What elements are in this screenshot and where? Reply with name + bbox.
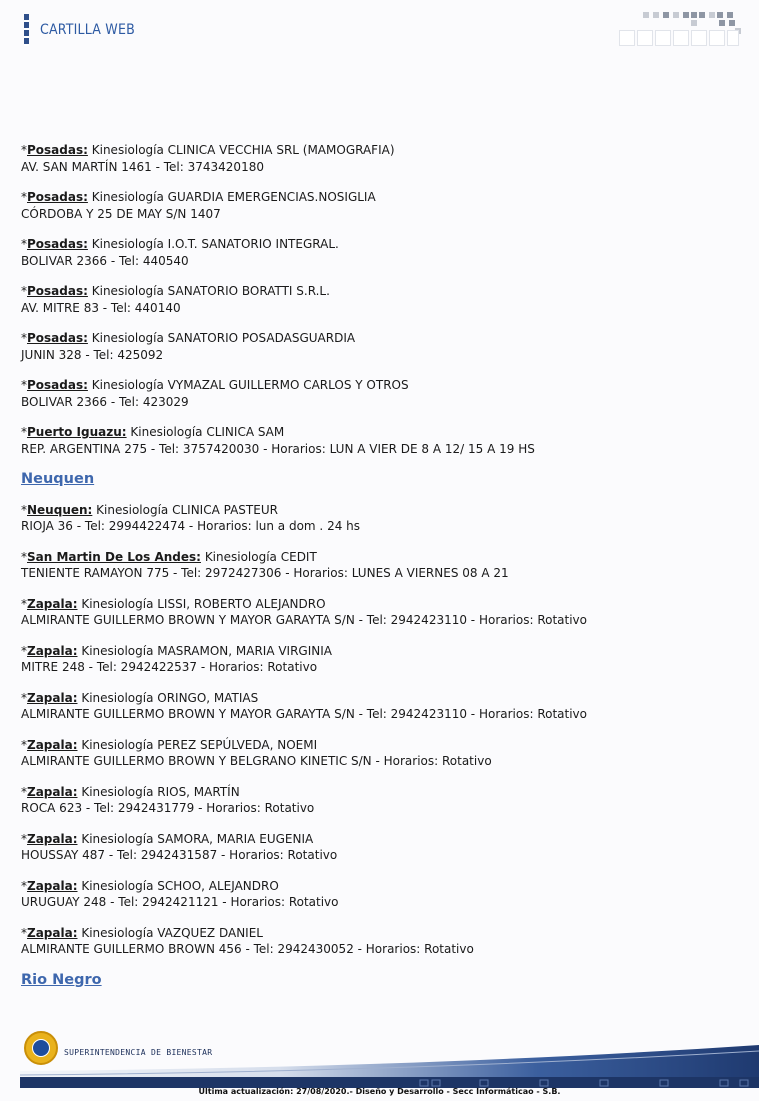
bullet-asterisk: * xyxy=(21,190,27,204)
list-item xyxy=(21,236,741,269)
institution-seal xyxy=(24,1031,58,1065)
location-link[interactable]: Posadas: xyxy=(27,143,88,157)
location-link[interactable]: Posadas: xyxy=(27,378,88,392)
bullet-asterisk: * xyxy=(21,502,27,517)
provider-detail: ALMIRANTE GUILLERMO BROWN Y MAYOR GARAYTA S/N - Tel: 2942423110 - Horarios: Rotativo xyxy=(21,613,588,627)
provider-detail: BOLIVAR 2366 - Tel: 440540 xyxy=(21,253,189,268)
provider-name: Kinesiología RIOS, MARTÍN xyxy=(81,784,240,799)
location-link[interactable]: Posadas: xyxy=(27,190,88,204)
section-heading[interactable]: Neuquen xyxy=(21,471,95,487)
list-item xyxy=(21,737,741,770)
provider-detail: AV. MITRE 83 - Tel: 440140 xyxy=(21,300,181,315)
list-item xyxy=(21,377,741,410)
provider-detail: REP. ARGENTINA 275 - Tel: 3757420030 - Horarios: LUN A VIER DE 8 A 12/ 15 A 19 HS xyxy=(21,441,535,456)
location-link[interactable]: Posadas: xyxy=(27,331,88,345)
location-link[interactable]: Zapala: xyxy=(27,878,78,893)
provider-name: Kinesiología CLINICA VECCHIA SRL (MAMOGRAFIA) xyxy=(91,143,395,157)
provider-name: Kinesiología SCHOO, ALEJANDRO xyxy=(81,878,279,893)
bullet-asterisk: * xyxy=(21,549,27,564)
provider-detail: TENIENTE RAMAYON 775 - Tel: 2972427306 - Horarios: LUNES A VIERNES 08 A 21 xyxy=(21,566,509,580)
provider-detail: HOUSSAY 487 - Tel: 2942431587 - Horarios: Rotativo xyxy=(21,848,338,862)
bullet-asterisk: * xyxy=(21,643,27,658)
bullet-asterisk: * xyxy=(21,596,27,611)
location-link[interactable]: Zapala: xyxy=(27,596,78,611)
bullet-asterisk: * xyxy=(21,425,27,439)
list-item xyxy=(21,831,741,864)
provider-detail: MITRE 248 - Tel: 2942422537 - Horarios: Rotativo xyxy=(21,660,318,674)
list-item xyxy=(21,330,741,363)
list-item xyxy=(21,925,741,958)
page-footer xyxy=(0,1025,759,1101)
location-link[interactable]: Posadas: xyxy=(27,284,88,298)
provider-name: Kinesiología SANATORIO BORATTI S.R.L. xyxy=(91,284,330,298)
provider-detail: BOLIVAR 2366 - Tel: 423029 xyxy=(21,394,189,409)
provider-detail: ALMIRANTE GUILLERMO BROWN Y MAYOR GARAYTA S/N - Tel: 2942423110 - Horarios: Rotativo xyxy=(21,707,588,721)
page-header xyxy=(0,0,759,70)
location-link[interactable]: Posadas: xyxy=(27,237,88,251)
provider-name: Kinesiología CLINICA SAM xyxy=(130,425,285,439)
header-decoration xyxy=(619,10,743,50)
location-link[interactable]: Zapala: xyxy=(27,737,78,752)
location-link[interactable]: Puerto Iguazu: xyxy=(27,425,127,439)
bullet-asterisk: * xyxy=(21,737,27,752)
location-link[interactable]: San Martin De Los Andes: xyxy=(27,549,201,564)
provider-name: Kinesiología VAZQUEZ DANIEL xyxy=(81,925,263,940)
provider-list xyxy=(21,142,741,1002)
list-item xyxy=(21,142,741,175)
provider-detail: ALMIRANTE GUILLERMO BROWN Y BELGRANO KINETIC S/N - Horarios: Rotativo xyxy=(21,754,492,768)
list-item xyxy=(21,283,741,316)
location-link[interactable]: Zapala: xyxy=(27,643,78,658)
bullet-asterisk: * xyxy=(21,831,27,846)
institution-name: SUPERINTENDENCIA DE BIENESTAR xyxy=(64,1048,213,1057)
provider-detail: ALMIRANTE GUILLERMO BROWN 456 - Tel: 2942430052 - Horarios: Rotativo xyxy=(21,942,474,956)
location-link[interactable]: Neuquen: xyxy=(27,502,93,517)
provider-name: Kinesiología VYMAZAL GUILLERMO CARLOS Y OTROS xyxy=(91,378,409,392)
provider-name: Kinesiología SAMORA, MARIA EUGENIA xyxy=(81,831,314,846)
list-item xyxy=(21,502,741,535)
list-item xyxy=(21,690,741,723)
provider-detail: ROCA 623 - Tel: 2942431779 - Horarios: Rotativo xyxy=(21,801,315,815)
list-item xyxy=(21,424,741,457)
bullet-asterisk: * xyxy=(21,378,27,392)
provider-name: Kinesiología PEREZ SEPÚLVEDA, NOEMI xyxy=(81,737,318,752)
provider-name: Kinesiología LISSI, ROBERTO ALEJANDRO xyxy=(81,596,326,611)
provider-detail: AV. SAN MARTÍN 1461 - Tel: 3743420180 xyxy=(21,159,264,174)
bullet-asterisk: * xyxy=(21,284,27,298)
provider-name: Kinesiología MASRAMON, MARIA VIRGINIA xyxy=(81,643,332,658)
section-heading[interactable]: Rio Negro xyxy=(21,971,102,988)
list-item xyxy=(21,643,741,676)
list-item xyxy=(21,878,741,911)
location-link[interactable]: Zapala: xyxy=(27,831,78,846)
list-item xyxy=(21,189,741,222)
bullet-asterisk: * xyxy=(21,237,27,251)
location-link[interactable]: Zapala: xyxy=(27,925,78,940)
bullet-asterisk: * xyxy=(21,331,27,345)
header-title: CARTILLA WEB xyxy=(40,22,135,38)
provider-name: Kinesiología I.O.T. SANATORIO INTEGRAL. xyxy=(91,237,339,251)
provider-name: Kinesiología SANATORIO POSADASGUARDIA xyxy=(91,331,356,345)
provider-detail: RIOJA 36 - Tel: 2994422474 - Horarios: lun a dom . 24 hs xyxy=(21,519,361,533)
list-item xyxy=(21,549,741,582)
list-item xyxy=(21,784,741,817)
provider-name: Kinesiología CLINICA PASTEUR xyxy=(96,502,278,517)
bullet-asterisk: * xyxy=(21,784,27,799)
header-accent-bar xyxy=(24,14,29,46)
provider-detail: URUGUAY 248 - Tel: 2942421121 - Horarios: Rotativo xyxy=(21,895,339,909)
list-item xyxy=(21,596,741,629)
bullet-asterisk: * xyxy=(21,143,27,157)
provider-name: Kinesiología CEDIT xyxy=(204,549,317,564)
provider-detail: CÓRDOBA Y 25 DE MAY S/N 1407 xyxy=(21,206,221,221)
location-link[interactable]: Zapala: xyxy=(27,784,78,799)
bullet-asterisk: * xyxy=(21,690,27,705)
bullet-asterisk: * xyxy=(21,878,27,893)
provider-name: Kinesiología ORINGO, MATIAS xyxy=(81,690,259,705)
provider-name: Kinesiología GUARDIA EMERGENCIAS.NOSIGLIA xyxy=(91,190,376,204)
last-update-note: Ultima actualización: 27/08/2020.- Diseño y Desarrollo - Secc Informáticao - S.B. xyxy=(198,1087,561,1096)
bullet-asterisk: * xyxy=(21,925,27,940)
provider-detail: JUNIN 328 - Tel: 425092 xyxy=(21,347,164,362)
location-link[interactable]: Zapala: xyxy=(27,690,78,705)
